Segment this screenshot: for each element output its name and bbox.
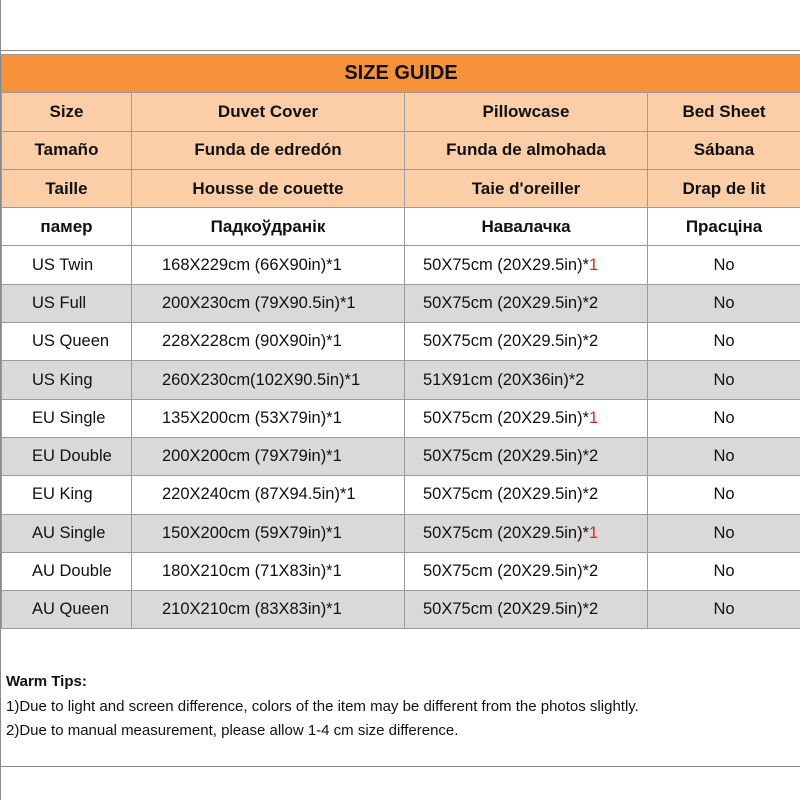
header-duvet: Duvet Cover <box>132 93 405 131</box>
header-pillow: Funda de almohada <box>405 131 648 169</box>
pillow-qty: 2 <box>589 332 599 351</box>
table-row <box>2 591 800 629</box>
header-row-es <box>2 131 800 169</box>
sheet-cell: No <box>648 552 800 590</box>
data-rows <box>2 246 800 629</box>
duvet-cell: 150X200cm (59X79in)*1 <box>132 514 405 552</box>
header-row-be <box>2 208 800 246</box>
duvet-cell: 220X240cm (87X94.5in)*1 <box>132 476 405 514</box>
pillow-size-text: 50X75cm (20X29.5in)* <box>423 523 590 542</box>
pillow-cell <box>405 361 648 399</box>
duvet-cell: 200X230cm (79X90.5in)*1 <box>132 284 405 322</box>
pillow-qty: 2 <box>589 600 599 619</box>
size-cell: US Queen <box>2 323 132 361</box>
pillow-cell <box>405 476 648 514</box>
header-pillow: Навалачка <box>405 208 648 246</box>
size-guide-table <box>1 54 800 629</box>
pillow-qty: 2 <box>589 447 599 466</box>
pillow-cell <box>405 591 648 629</box>
top-divider <box>1 50 800 51</box>
size-cell: EU King <box>2 476 132 514</box>
sheet-cell: No <box>648 437 800 475</box>
duvet-cell: 228X228cm (90X90in)*1 <box>132 323 405 361</box>
header-size: Taille <box>2 169 132 207</box>
tip-line: 1)Due to light and screen difference, colors of the item may be different from the photos slightly. <box>6 697 639 715</box>
sheet-cell: No <box>648 361 800 399</box>
sheet-cell: No <box>648 399 800 437</box>
size-cell: US Full <box>2 284 132 322</box>
pillow-cell <box>405 514 648 552</box>
table-row <box>2 437 800 475</box>
warm-tips <box>6 670 796 744</box>
table-row <box>2 323 800 361</box>
pillow-size-text: 50X75cm (20X29.5in)* <box>423 255 590 274</box>
pillow-size-text: 50X75cm (20X29.5in)* <box>423 447 590 466</box>
header-row-en <box>2 93 800 131</box>
duvet-cell: 200X200cm (79X79in)*1 <box>132 437 405 475</box>
header-duvet: Funda de edredón <box>132 131 405 169</box>
pillow-qty: 1 <box>589 408 599 427</box>
title-row <box>2 55 800 93</box>
header-duvet: Housse de couette <box>132 169 405 207</box>
sheet-cell: No <box>648 246 800 284</box>
duvet-cell: 168X229cm (66X90in)*1 <box>132 246 405 284</box>
pillow-cell <box>405 284 648 322</box>
header-sheet: Bed Sheet <box>648 93 800 131</box>
sheet-cell: No <box>648 514 800 552</box>
table-row <box>2 246 800 284</box>
pillow-cell <box>405 437 648 475</box>
tip-line: 2)Due to manual measurement, please allow 1-4 cm size difference. <box>6 722 459 739</box>
header-pillow: Pillowcase <box>405 93 648 131</box>
size-cell: AU Queen <box>2 591 132 629</box>
header-row-fr <box>2 169 800 207</box>
size-cell: US King <box>2 361 132 399</box>
size-cell: EU Single <box>2 399 132 437</box>
sheet-cell: No <box>648 591 800 629</box>
duvet-cell: 180X210cm (71X83in)*1 <box>132 552 405 590</box>
header-sheet: Прасціна <box>648 208 800 246</box>
header-duvet: Падкоўдранік <box>132 208 405 246</box>
pillow-size-text: 50X75cm (20X29.5in)* <box>423 332 590 351</box>
table-row <box>2 284 800 322</box>
pillow-qty: 2 <box>589 485 599 504</box>
size-cell: US Twin <box>2 246 132 284</box>
size-cell: AU Single <box>2 514 132 552</box>
sheet-cell: No <box>648 284 800 322</box>
size-cell: EU Double <box>2 437 132 475</box>
pillow-size-text: 50X75cm (20X29.5in)* <box>423 293 590 312</box>
pillow-size-text: 50X75cm (20X29.5in)* <box>423 408 590 427</box>
table-row <box>2 552 800 590</box>
header-pillow: Taie d'oreiller <box>405 169 648 207</box>
pillow-qty: 2 <box>575 370 585 389</box>
pillow-cell <box>405 246 648 284</box>
pillow-size-text: 50X75cm (20X29.5in)* <box>423 562 590 580</box>
table-row <box>2 361 800 399</box>
table-title: SIZE GUIDE <box>2 55 800 93</box>
sheet-cell: No <box>648 476 800 514</box>
pillow-cell <box>405 552 648 590</box>
header-sheet: Sábana <box>648 131 800 169</box>
header-size: Size <box>2 93 132 131</box>
duvet-cell: 135X200cm (53X79in)*1 <box>132 399 405 437</box>
header-size: памер <box>2 208 132 246</box>
header-sheet: Drap de lit <box>648 169 800 207</box>
pillow-cell <box>405 323 648 361</box>
table-row <box>2 514 800 552</box>
pillow-size-text: 50X75cm (20X29.5in)* <box>423 600 590 619</box>
pillow-size-text: 50X75cm (20X29.5in)* <box>423 485 590 504</box>
pillow-size-text: 51X91cm (20X36in)* <box>423 370 576 389</box>
pillow-qty: 1 <box>589 255 599 274</box>
pillow-qty: 2 <box>589 562 599 580</box>
pillow-qty: 1 <box>589 523 599 542</box>
bottom-divider <box>1 766 800 767</box>
tips-title: Warm Tips: <box>6 673 87 690</box>
table-row <box>2 399 800 437</box>
duvet-cell: 210X210cm (83X83in)*1 <box>132 591 405 629</box>
size-cell: AU Double <box>2 552 132 590</box>
duvet-cell: 260X230cm(102X90.5in)*1 <box>132 361 405 399</box>
table-row <box>2 476 800 514</box>
pillow-qty: 2 <box>589 293 599 312</box>
sheet-cell: No <box>648 323 800 361</box>
header-size: Tamaño <box>2 131 132 169</box>
header-rows <box>2 93 800 246</box>
pillow-cell <box>405 399 648 437</box>
